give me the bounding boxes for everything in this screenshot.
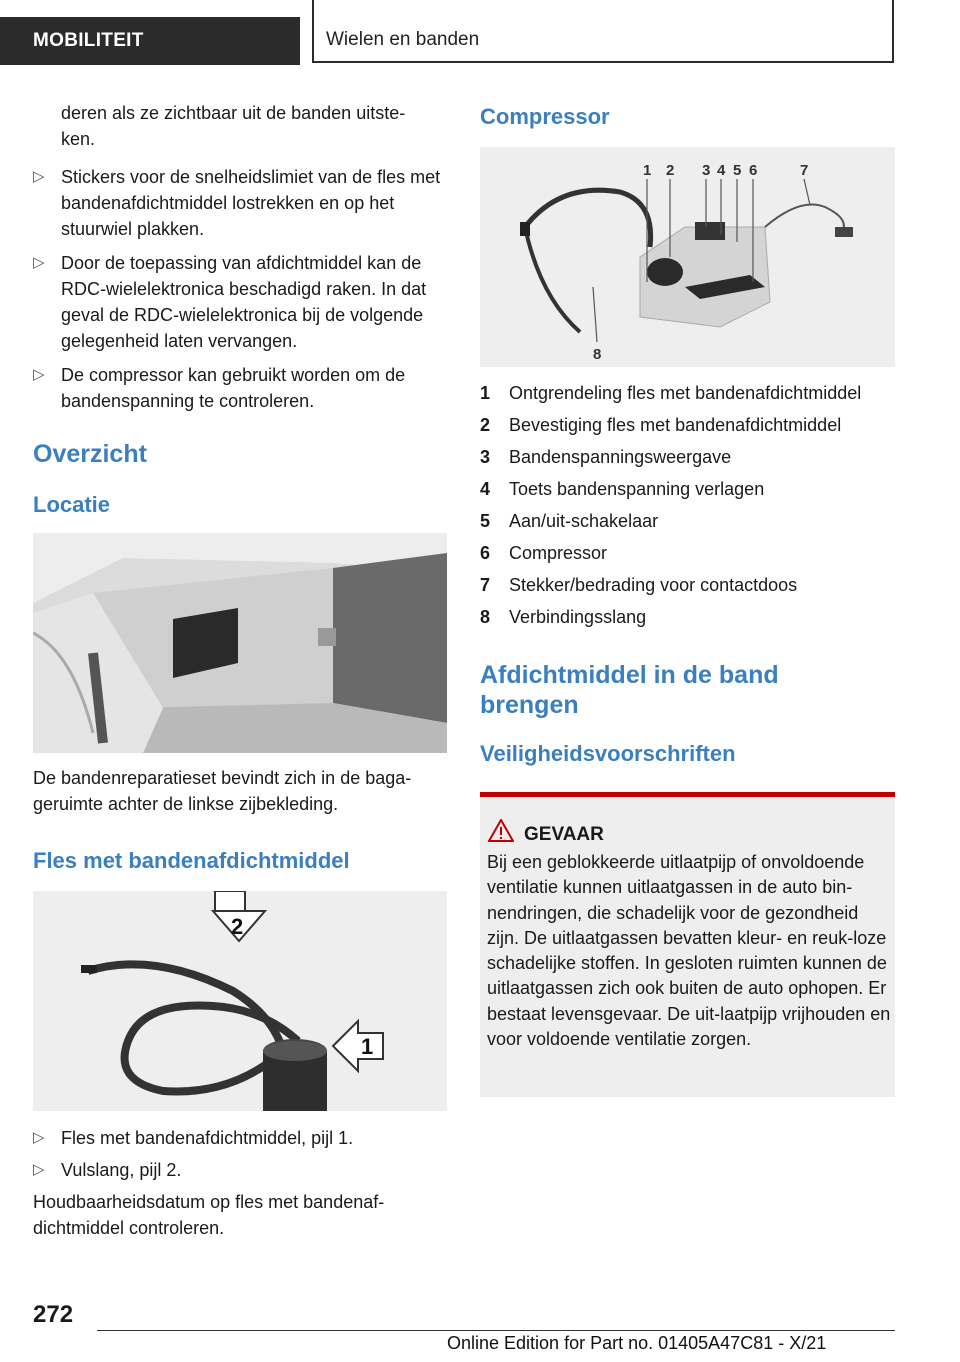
fig-label-5: 5	[733, 162, 742, 179]
legend-item-7: 7 Stekker/bedrading voor contactdoos	[480, 575, 798, 595]
bullet-fles-pijl1: ▷ Fles met bandenafdichtmiddel, pijl 1.	[33, 1125, 447, 1151]
right-column	[480, 100, 895, 1097]
bottle-illustration	[33, 891, 447, 1111]
warning-text: Bij een geblokkeerde uitlaatpijp of onvoldoende ventilatie kunnen uitlaatgassen in de auto bin-nendringen, die schadelijk voor de gezondheid zijn. De uitlaatgassen bevatten kleur- en reuk-loze schadelijke stoffen. In gesloten ruimten kunnen de uitlaatgassen zich ook buiten de auto ophopen. Er bestaat levensgevaar. De uit-laatpijp vrijhouden en voor voldoende ventilatie zorgen.	[487, 852, 891, 1050]
compressor-legend	[480, 377, 895, 633]
heading-overzicht: Overzicht	[33, 440, 147, 468]
triangle-bullet-icon: ▷	[33, 366, 45, 383]
triangle-bullet-icon: ▷	[33, 1161, 45, 1178]
fig-label-4: 4	[717, 162, 726, 179]
compressor-figure	[480, 147, 895, 367]
trunk-location-figure	[33, 533, 447, 753]
bullet-rdc: ▷ Door de toepassing van afdichtmiddel kan de RDC-wielelektronica beschadigd raken. In dat geval de RDC-wielelektronica bij de volgende gelegenheid laten vervangen.	[33, 250, 447, 354]
left-column	[33, 100, 447, 1241]
fles-text: Houdbaarheidsdatum op fles met bandenaf- dichtmiddel controleren.	[33, 1192, 385, 1238]
bullet-vulslang: ▷ Vulslang, pijl 2.	[33, 1157, 447, 1183]
arrow-label-2: 2	[231, 914, 244, 939]
heading-veiligheid: Veiligheidsvoorschriften	[480, 741, 736, 766]
heading-afdichtmiddel: Afdichtmiddel in de band brengen	[480, 661, 779, 719]
heading-compressor: Compressor	[480, 104, 610, 129]
fig-label-6: 6	[749, 162, 758, 179]
section-tab	[0, 17, 300, 65]
legend-item-6: 6 Compressor	[480, 543, 608, 563]
chapter-tab	[312, 0, 894, 63]
page-number: 272	[33, 1301, 74, 1328]
fig-label-3: 3	[702, 162, 711, 179]
warning-triangle-icon	[488, 819, 514, 842]
fig-label-2: 2	[666, 162, 675, 179]
chapter-label: Wielen en banden	[326, 29, 480, 50]
fig-label-7: 7	[800, 162, 809, 179]
triangle-bullet-icon: ▷	[33, 254, 45, 271]
heading-fles: Fles met bandenafdichtmiddel	[33, 848, 350, 873]
edition-note: Online Edition for Part no. 01405A47C81 - X/21	[447, 1333, 827, 1353]
danger-warning-box	[480, 792, 895, 1097]
trunk-illustration	[33, 533, 447, 753]
bullet-stickers: ▷ Stickers voor de snelheidslimiet van de fles met bandenafdichtmiddel lostrekken en op het stuurwiel plakken.	[33, 164, 447, 242]
legend-item-4: 4 Toets bandenspanning verlagen	[480, 479, 765, 499]
bullet-compressor: ▷ De compressor kan gebruikt worden om de bandenspanning te controleren.	[33, 362, 447, 414]
fig-label-8: 8	[593, 346, 602, 363]
triangle-bullet-icon: ▷	[33, 168, 45, 185]
intro-continuation: deren als ze zichtbaar uit de banden uitste- ken.	[61, 103, 406, 149]
legend-item-1: 1 Ontgrendeling fles met bandenafdichtmiddel	[480, 383, 862, 403]
footer-divider	[97, 1330, 895, 1331]
legend-item-2: 2 Bevestiging fles met bandenafdichtmiddel	[480, 415, 842, 435]
legend-item-3: 3 Bandenspanningsweergave	[480, 447, 732, 467]
section-label: MOBILITEIT	[33, 30, 144, 51]
warning-title: GEVAAR	[524, 824, 604, 845]
triangle-bullet-icon: ▷	[33, 1129, 45, 1146]
legend-item-5: 5 Aan/uit-schakelaar	[480, 511, 659, 531]
locatie-text: De bandenreparatieset bevindt zich in de baga- geruimte achter de linkse zijbekleding.	[33, 768, 412, 814]
bottle-figure	[33, 891, 447, 1111]
legend-item-8: 8 Verbindingsslang	[480, 607, 647, 627]
heading-locatie: Locatie	[33, 492, 111, 517]
arrow-label-1: 1	[361, 1034, 374, 1059]
fig-label-1: 1	[643, 162, 652, 179]
compressor-illustration	[480, 147, 895, 367]
